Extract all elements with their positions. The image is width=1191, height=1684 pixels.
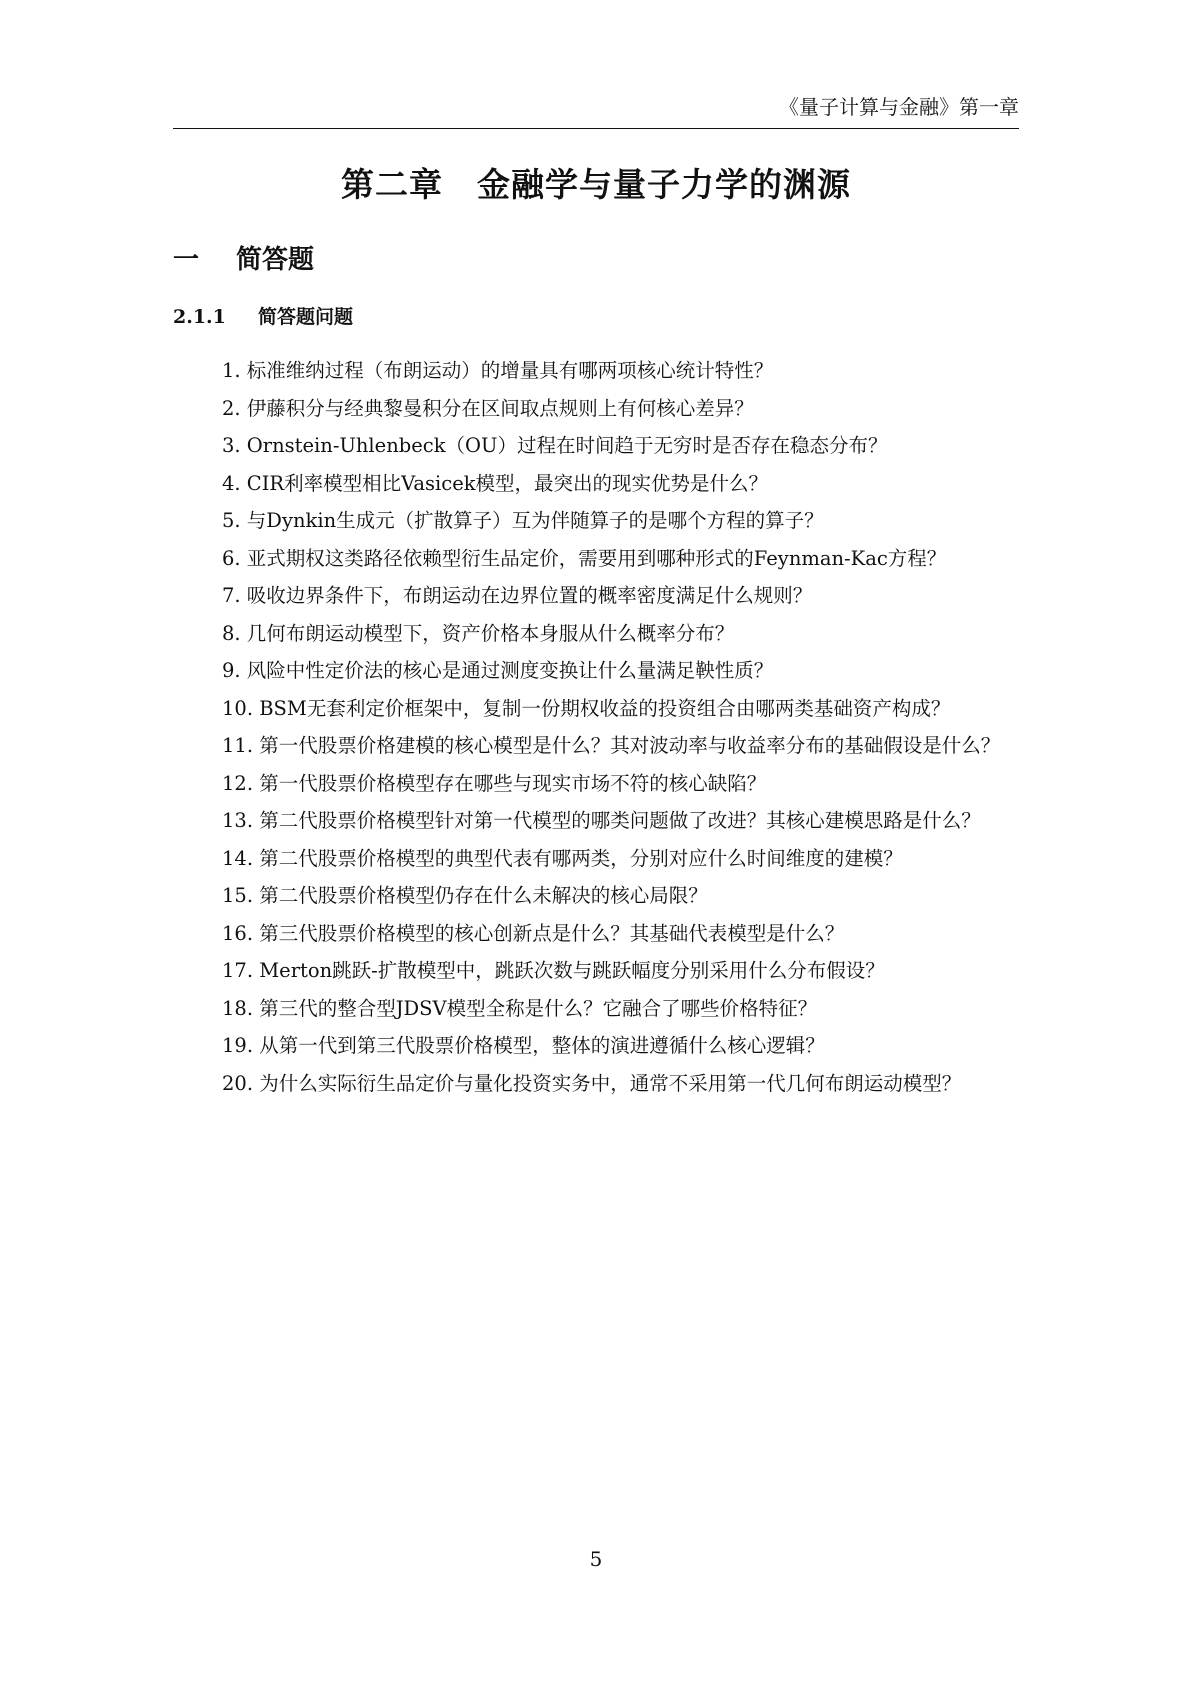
- question-item: 6. 亚式期权这类路径依赖型衍生品定价，需要用到哪种形式的Feynman-Kac方程？: [222, 546, 947, 570]
- question-item: 19. 从第一代到第三代股票价格模型，整体的演进遵循什么核心逻辑？: [222, 1034, 825, 1057]
- subsection-heading: [173, 304, 353, 330]
- question-item: 8. 几何布朗运动模型下，资产价格本身服从什么概率分布？: [222, 621, 735, 645]
- question-item: 20. 为什么实际衍生品定价与量化投资实务中，通常不采用第一代几何布朗运动模型？: [222, 1071, 962, 1095]
- question-item: 3. Ornstein-Uhlenbeck（OU）过程在时间趋于无穷时是否存在稳态分布？: [222, 434, 888, 457]
- header-rule: [173, 128, 1019, 129]
- question-item: 11. 第一代股票价格建模的核心模型是什么？其对波动率与收益率分布的基础假设是什么？: [222, 734, 1001, 757]
- page-number: 5: [589, 1547, 603, 1571]
- question-item: 1. 标准维纳过程（布朗运动）的增量具有哪两项核心统计特性？: [222, 359, 774, 382]
- question-item: 4. CIR利率模型相比Vasicek模型，最突出的现实优势是什么？: [222, 471, 769, 495]
- question-list: [173, 352, 1019, 1102]
- question-item: 10. BSM无套利定价框架中，复制一份期权收益的投资组合由哪两类基础资产构成？: [222, 696, 951, 720]
- question-item: 14. 第二代股票价格模型的典型代表有哪两类，分别对应什么时间维度的建模？: [222, 846, 903, 870]
- section-title: 简答题: [236, 245, 315, 275]
- section-heading: [173, 242, 314, 278]
- question-item: 12. 第一代股票价格模型存在哪些与现实市场不符的核心缺陷？: [222, 771, 767, 795]
- question-item: 16. 第三代股票价格模型的核心创新点是什么？其基础代表模型是什么？: [222, 921, 845, 945]
- question-item: 17. Merton跳跃-扩散模型中，跳跃次数与跳跃幅度分别采用什么分布假设？: [222, 959, 885, 982]
- question-item: 9. 风险中性定价法的核心是通过测度变换让什么量满足鞅性质？: [222, 659, 774, 682]
- question-item: 5. 与Dynkin生成元（扩散算子）互为伴随算子的是哪个方程的算子？: [222, 509, 824, 532]
- question-item: 18. 第三代的整合型JDSV模型全称是什么？它融合了哪些价格特征？: [222, 996, 818, 1020]
- subsection-number: 2.1.1: [173, 306, 226, 328]
- section-number: 一: [173, 245, 200, 275]
- chapter-title: 第二章 金融学与量子力学的渊源: [341, 165, 851, 204]
- subsection-title: 简答题问题: [258, 306, 354, 328]
- question-item: 13. 第二代股票价格模型针对第一代模型的哪类问题做了改进？其核心建模思路是什么？: [222, 809, 981, 832]
- question-item: 7. 吸收边界条件下，布朗运动在边界位置的概率密度满足什么规则？: [222, 584, 813, 607]
- running-header: 《量子计算与金融》第一章: [779, 95, 1019, 119]
- question-item: 2. 伊藤积分与经典黎曼积分在区间取点规则上有何核心差异？: [222, 396, 754, 420]
- question-item: 15. 第二代股票价格模型仍存在什么未解决的核心局限？: [222, 884, 708, 907]
